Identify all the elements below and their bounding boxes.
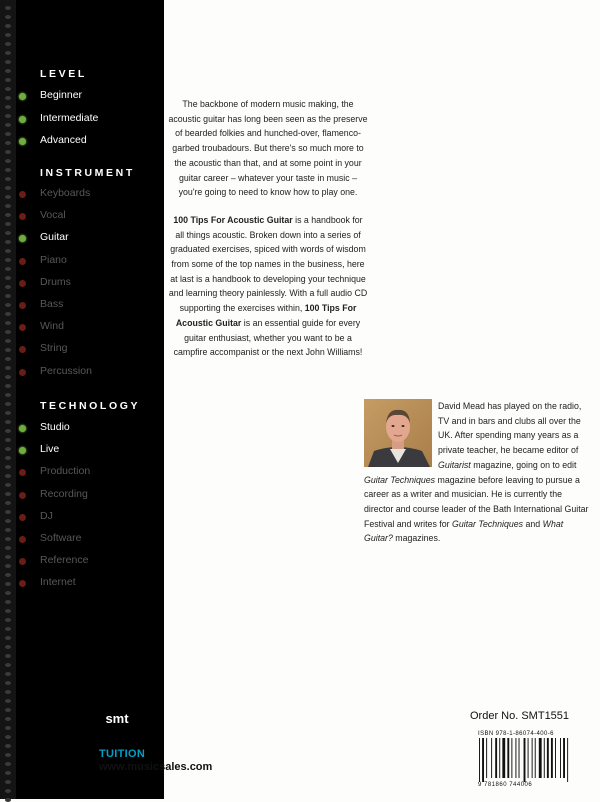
- category-sidebar: [16, 0, 164, 799]
- binding-hole: [5, 672, 11, 676]
- binding-hole: [5, 690, 11, 694]
- binding-hole: [5, 78, 11, 82]
- sidebar-item-label: String: [40, 342, 68, 355]
- inactive-dot-icon: [19, 580, 26, 587]
- sidebar-item-reference: [16, 553, 164, 571]
- binding-hole: [5, 375, 11, 379]
- binding-hole: [5, 573, 11, 577]
- binding-hole: [5, 474, 11, 478]
- sidebar-item-label: Drums: [40, 275, 71, 288]
- sidebar-item-label: Software: [40, 532, 82, 544]
- barcode: [478, 738, 594, 782]
- binding-hole: [5, 150, 11, 154]
- binding-hole: [5, 600, 11, 604]
- active-dot-icon: [19, 425, 26, 432]
- barcode-bar: [535, 738, 536, 778]
- binding-hole: [5, 501, 11, 505]
- tuition-label: TUITION: [99, 748, 146, 760]
- description-paragraph-2: 100 Tips For Acoustic Guitar is a handbook for all things acoustic. Broken down into a series of graduated exercises, spiced with words of wisdom from some of the top names in the business, here at last is a handbook to developing your technique and learning theory painlessly. With a full audio CD supporting the exercises within, 100 Tips For Acoustic Guitar is an essential guide for every guitar enthusiast, whether you want to be a campfire accompanist or the next John Williams!: [168, 214, 368, 358]
- binding-hole: [5, 492, 11, 496]
- active-dot-icon: [19, 138, 26, 145]
- binding-hole: [5, 249, 11, 253]
- sidebar-item-label: Guitar: [40, 231, 69, 244]
- binding-hole: [5, 510, 11, 514]
- inactive-dot-icon: [19, 492, 26, 499]
- sidebar-item-label: Intermediate: [40, 111, 99, 124]
- active-dot-icon: [19, 93, 26, 100]
- active-dot-icon: [19, 235, 26, 242]
- sidebar-item-label: DJ: [40, 509, 53, 522]
- binding-hole: [5, 339, 11, 343]
- barcode-bar: [482, 738, 484, 782]
- technology-heading: TECHNOLOGY: [40, 400, 141, 412]
- description-paragraph-1: The backbone of modern music making, the acoustic guitar has long been seen as the preserve of bearded folkies and hunched-over, flamenco-garbed troubadours. But there's so much more to the acoustic than that, and at some point in your guitar career – whatever your taste in music – you're going to need to know how to play one.: [168, 99, 368, 198]
- sidebar-item-percussion: [16, 364, 164, 382]
- sidebar-item-live: [16, 442, 164, 460]
- barcode-bar: [491, 738, 492, 778]
- sidebar-item-label: Vocal: [40, 209, 66, 222]
- inactive-dot-icon: [19, 258, 26, 265]
- sidebar-item-label: Percussion: [40, 364, 92, 377]
- barcode-bar: [547, 738, 549, 778]
- binding-hole: [5, 789, 11, 793]
- binding-hole: [5, 303, 11, 307]
- binding-hole: [5, 60, 11, 64]
- inactive-dot-icon: [19, 302, 26, 309]
- binding-hole: [5, 33, 11, 37]
- binding-hole: [5, 24, 11, 28]
- sidebar-item-drums: [16, 275, 164, 293]
- binding-hole: [5, 330, 11, 334]
- publisher-url: www.musicsales.com: [99, 761, 213, 773]
- binding-hole: [5, 528, 11, 532]
- binding-hole: [5, 771, 11, 775]
- barcode-bar: [507, 738, 509, 778]
- sidebar-item-recording: [16, 487, 164, 505]
- binding-hole: [5, 609, 11, 613]
- binding-hole: [5, 654, 11, 658]
- inactive-dot-icon: [19, 369, 26, 376]
- binding-hole: [5, 159, 11, 163]
- sidebar-item-label: Live: [40, 443, 60, 456]
- binding-hole: [5, 348, 11, 352]
- barcode-bar: [486, 738, 487, 778]
- binding-hole: [5, 240, 11, 244]
- binding-hole: [5, 357, 11, 361]
- sidebar-item-label: Studio: [40, 421, 70, 433]
- binding-hole: [5, 15, 11, 19]
- binding-hole: [5, 780, 11, 784]
- barcode-bar: [511, 738, 512, 778]
- sidebar-item-label: Recording: [40, 487, 88, 500]
- sidebar-item-vocal: [16, 208, 164, 226]
- binding-hole: [5, 762, 11, 766]
- binding-hole: [5, 618, 11, 622]
- sidebar-item-label: Production: [40, 465, 91, 478]
- sidebar-item-label: Beginner: [40, 89, 83, 101]
- barcode-bar: [563, 738, 565, 778]
- binding-hole: [5, 627, 11, 631]
- magazine-what-guitar: What Guitar?: [364, 518, 564, 544]
- sidebar-item-beginner: [16, 88, 164, 106]
- barcode-bar: [528, 738, 529, 778]
- binding-hole: [5, 591, 11, 595]
- binding-hole: [5, 537, 11, 541]
- binding-hole: [5, 438, 11, 442]
- binding-hole: [5, 195, 11, 199]
- magazine-guitarist: Guitarist: [438, 459, 471, 470]
- sidebar-item-bass: [16, 297, 164, 315]
- binding-hole: [5, 546, 11, 550]
- binding-hole: [5, 681, 11, 685]
- binding-hole: [5, 204, 11, 208]
- binding-hole: [5, 753, 11, 757]
- binding-hole: [5, 132, 11, 136]
- binding-hole: [5, 420, 11, 424]
- binding-hole: [5, 87, 11, 91]
- sidebar-item-label: Keyboards: [40, 187, 91, 199]
- sidebar-item-label: Bass: [40, 298, 64, 310]
- barcode-bar: [479, 738, 480, 782]
- binding-hole: [5, 231, 11, 235]
- binding-hole: [5, 186, 11, 190]
- binding-hole: [5, 483, 11, 487]
- binding-hole: [5, 42, 11, 46]
- binding-hole: [5, 321, 11, 325]
- barcode-bar: [524, 738, 526, 782]
- barcode-bar: [495, 738, 497, 778]
- inactive-dot-icon: [19, 558, 26, 565]
- barcode-bar: [519, 738, 520, 778]
- sidebar-item-piano: [16, 253, 164, 271]
- binding-hole: [5, 645, 11, 649]
- sidebar-item-guitar: [16, 230, 164, 248]
- sidebar-item-dj: [16, 509, 164, 527]
- sidebar-item-label: Advanced: [40, 134, 87, 146]
- barcode-bar: [539, 738, 542, 778]
- binding-hole: [5, 276, 11, 280]
- author-bio: David Mead has played on the radio, TV and in bars and clubs all over the UK. After spending many years as a private teacher, he became editor of Guitarist magazine, going on to edit Guitar Techniques magazine before leaving to pursue a career as a writer and musician. He is currently the director and course leader of the Bath International Guitar Festival and writes for Guitar Techniques and What Guitar? magazines.: [364, 401, 589, 544]
- sidebar-item-studio: [16, 420, 164, 438]
- magazine-guitar-techniques: Guitar Techniques: [364, 474, 436, 485]
- level-heading: LEVEL: [40, 68, 87, 80]
- inactive-dot-icon: [19, 469, 26, 476]
- binding-hole: [5, 294, 11, 298]
- binding-hole: [5, 699, 11, 703]
- barcode-bar: [567, 738, 568, 782]
- binding-hole: [5, 177, 11, 181]
- binding-hole: [5, 582, 11, 586]
- binding-hole: [5, 96, 11, 100]
- sidebar-item-software: [16, 531, 164, 549]
- active-dot-icon: [19, 447, 26, 454]
- sidebar-item-intermediate: [16, 111, 164, 129]
- barcode-bar: [499, 738, 500, 778]
- binding-hole: [5, 465, 11, 469]
- binding-hole: [5, 267, 11, 271]
- barcode-bar: [515, 738, 516, 778]
- barcode-bar: [532, 738, 533, 778]
- book-title-bold: 100 Tips For Acoustic Guitar: [173, 214, 293, 225]
- binding-hole: [5, 105, 11, 109]
- sidebar-item-label: Internet: [40, 576, 76, 589]
- binding-hole: [5, 312, 11, 316]
- spine-binding: [0, 0, 16, 799]
- sidebar-item-internet: [16, 575, 164, 593]
- inactive-dot-icon: [19, 346, 26, 353]
- binding-hole: [5, 51, 11, 55]
- sidebar-item-production: [16, 464, 164, 482]
- barcode-digits: 9 781860 744006: [478, 782, 533, 788]
- binding-hole: [5, 285, 11, 289]
- barcode-bar: [544, 738, 545, 778]
- binding-hole: [5, 141, 11, 145]
- binding-hole: [5, 519, 11, 523]
- sidebar-item-label: Wind: [40, 320, 64, 333]
- binding-hole: [5, 726, 11, 730]
- binding-hole: [5, 735, 11, 739]
- sidebar-item-string: [16, 341, 164, 359]
- inactive-dot-icon: [19, 514, 26, 521]
- sidebar-item-advanced: [16, 133, 164, 151]
- binding-hole: [5, 393, 11, 397]
- sidebar-item-label: Piano: [40, 253, 67, 266]
- isbn-label: ISBN 978-1-86074-400-6: [478, 731, 554, 737]
- binding-hole: [5, 402, 11, 406]
- sidebar-item-keyboards: [16, 186, 164, 204]
- instrument-heading: INSTRUMENT: [40, 167, 135, 179]
- magazine-guitar-techniques-2: Guitar Techniques: [452, 518, 524, 529]
- binding-hole: [5, 636, 11, 640]
- book-title-bold-2: 100 Tips For Acoustic Guitar: [175, 303, 357, 328]
- inactive-dot-icon: [19, 280, 26, 287]
- sidebar-item-wind: [16, 319, 164, 337]
- inactive-dot-icon: [19, 324, 26, 331]
- active-dot-icon: [19, 116, 26, 123]
- binding-hole: [5, 564, 11, 568]
- smt-logo: smt: [99, 699, 135, 727]
- barcode-bar: [560, 738, 561, 778]
- sidebar-item-label: Reference: [40, 554, 89, 567]
- binding-hole: [5, 744, 11, 748]
- binding-hole: [5, 258, 11, 262]
- binding-hole: [5, 114, 11, 118]
- binding-hole: [5, 663, 11, 667]
- inactive-dot-icon: [19, 213, 26, 220]
- inactive-dot-icon: [19, 536, 26, 543]
- binding-hole: [5, 222, 11, 226]
- barcode-bar: [551, 738, 553, 778]
- binding-hole: [5, 555, 11, 559]
- binding-hole: [5, 213, 11, 217]
- inactive-dot-icon: [19, 191, 26, 198]
- binding-hole: [5, 447, 11, 451]
- binding-hole: [5, 456, 11, 460]
- binding-hole: [5, 6, 11, 10]
- order-number: Order No. SMT1551: [470, 710, 570, 722]
- binding-hole: [5, 708, 11, 712]
- binding-hole: [5, 384, 11, 388]
- binding-hole: [5, 411, 11, 415]
- binding-hole: [5, 123, 11, 127]
- binding-hole: [5, 69, 11, 73]
- barcode-bar: [555, 738, 556, 778]
- barcode-bar: [502, 738, 505, 778]
- book-description: [168, 97, 368, 373]
- binding-hole: [5, 429, 11, 433]
- binding-hole: [5, 168, 11, 172]
- binding-hole: [5, 717, 11, 721]
- binding-hole: [5, 366, 11, 370]
